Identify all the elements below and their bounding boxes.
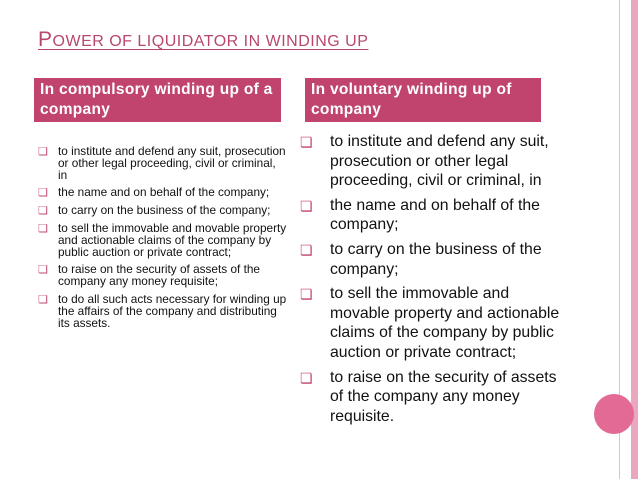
checkbox-bullet-icon: ❏ (38, 187, 48, 200)
checkbox-bullet-icon: ❏ (38, 293, 48, 306)
checkbox-bullet-icon: ❏ (300, 241, 313, 258)
list-item (38, 146, 288, 181)
list-item-text: to carry on the business of the company; (330, 240, 542, 278)
checkbox-bullet-icon: ❏ (300, 134, 313, 150)
right-column-heading: In voluntary winding up of company (305, 78, 541, 122)
list-item-text: the name and on behalf of the company; (330, 196, 540, 234)
left-column-heading: In compulsory winding up of a company (34, 78, 281, 122)
checkbox-bullet-icon: ❏ (300, 286, 313, 303)
list-item-text: to sell the immovable and movable property and actionable claims of the company by public auction or private contract; (58, 220, 287, 259)
right-bullet-list (300, 132, 560, 431)
list-item-text: to do all such acts necessary for winding up the affairs of the company and distributing its assets. (58, 291, 287, 330)
list-item-text: to sell the immovable and movable property and actionable claims of the company by public auction or private contract; (330, 285, 560, 361)
list-item-text: to raise on the security of assets of the company any money requisite; (58, 262, 260, 289)
checkbox-bullet-icon: ❏ (38, 146, 48, 158)
list-item-text: to institute and defend any suit, prosecution or other legal proceeding, civil or criminal, in (330, 133, 549, 190)
list-item (38, 220, 288, 259)
checkbox-bullet-icon: ❏ (300, 369, 313, 386)
title-first-letter: P (38, 28, 53, 51)
list-item (38, 187, 288, 199)
list-item (300, 132, 560, 191)
checkbox-bullet-icon: ❏ (38, 264, 48, 277)
list-item (38, 264, 288, 288)
list-item (38, 291, 288, 330)
title-rest: OWER OF LIQUIDATOR IN WINDING UP (52, 33, 369, 50)
list-item (38, 205, 288, 217)
list-item-text: to carry on the business of the company; (58, 203, 271, 218)
checkbox-bullet-icon: ❏ (38, 222, 48, 235)
list-item (300, 196, 560, 235)
list-item-text: to raise on the security of assets of the company any money requisite. (330, 368, 557, 425)
checkbox-bullet-icon: ❏ (38, 205, 48, 218)
left-bullet-list (38, 146, 288, 335)
list-item (300, 368, 560, 427)
list-item (300, 240, 560, 279)
list-item (300, 284, 560, 362)
checkbox-bullet-icon: ❏ (300, 197, 313, 214)
list-item-text: to institute and defend any suit, prosecution or other legal proceeding, civil or criminal, in (58, 144, 286, 182)
list-item-text: the name and on behalf of the company; (58, 185, 270, 200)
slide-title (38, 28, 368, 52)
decorative-circle (594, 394, 634, 434)
